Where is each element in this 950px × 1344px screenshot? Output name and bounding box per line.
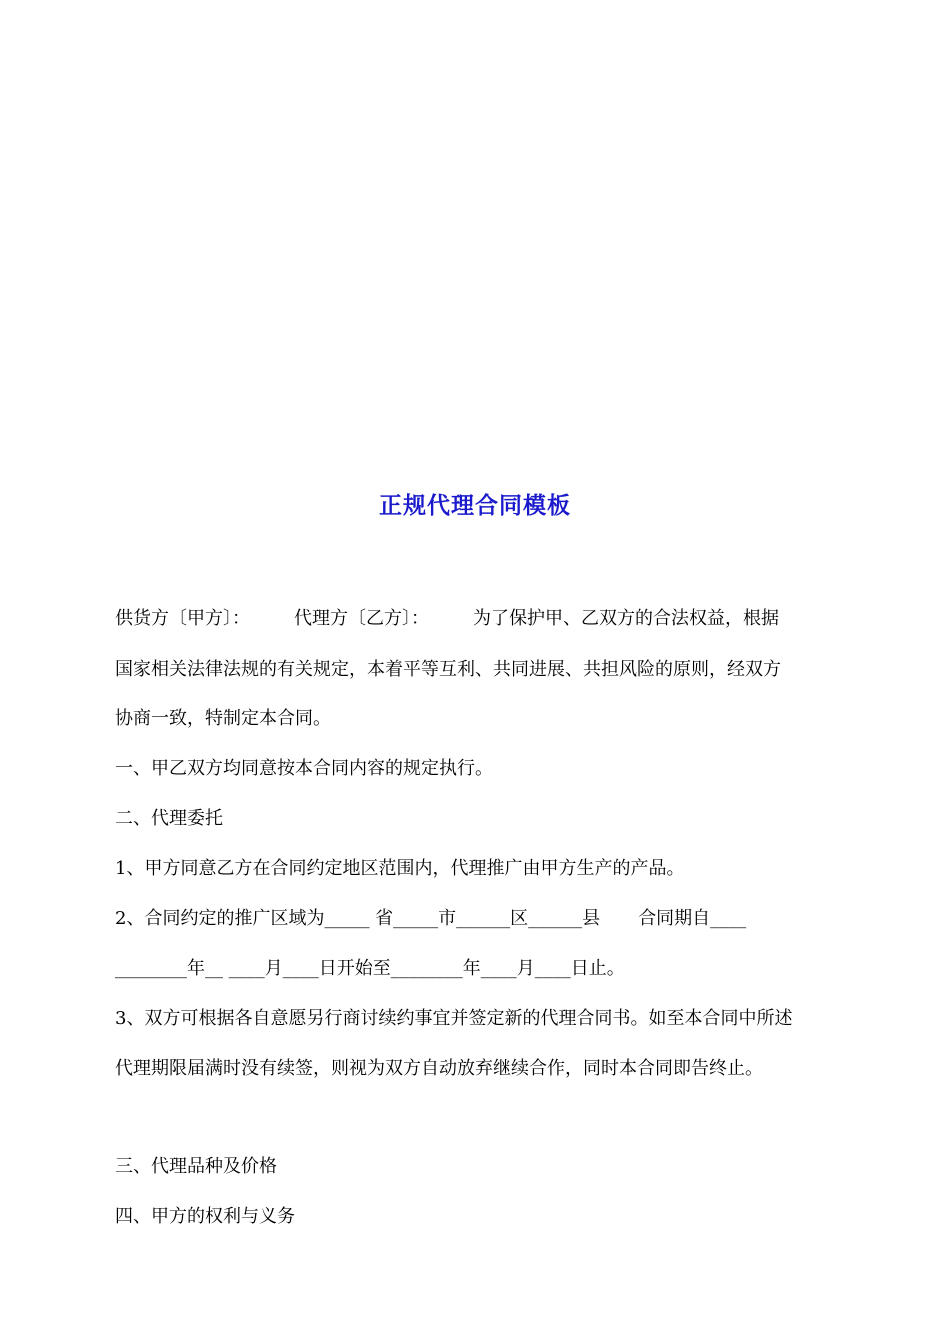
intro-line-2: 国家相关法律法规的有关规定，本着平等互利、共同进展、共担风险的原则，经双方: [115, 659, 781, 680]
clause-2-item-2-line-2: ________年__ ____月____日开始至________年____月____日止。: [115, 958, 625, 979]
clause-2-heading: 二、代理委托: [115, 808, 223, 829]
party-b-label: 代理方〔乙方〕：: [294, 608, 429, 629]
contract-period-start: 合同期自____: [638, 908, 747, 929]
intro-text-start: 为了保护甲、乙双方的合法权益，根据: [473, 608, 779, 629]
intro-line-1: [115, 607, 835, 631]
clause-2-item-3-line-1: 3、双方可根据各自意愿另行商讨续约事宜并签定新的代理合同书。如至本合同中所述: [115, 1008, 793, 1029]
clause-2-item-1: 1、甲方同意乙方在合同约定地区范围内，代理推广由甲方生产的产品。: [115, 858, 685, 879]
clause-4-heading: 四、甲方的权利与义务: [115, 1206, 295, 1227]
clause-2-item-3-line-2: 代理期限届满时没有续签，则视为双方自动放弃继续合作，同时本合同即告终止。: [115, 1058, 763, 1079]
document-title: 正规代理合同模板: [379, 493, 571, 519]
clause-2-item-2-line-1: [115, 907, 835, 931]
clause-1: 一、甲乙双方均同意按本合同内容的规定执行。: [115, 758, 493, 779]
intro-line-3: 协商一致，特制定本合同。: [115, 708, 331, 729]
clause-3-heading: 三、代理品种及价格: [115, 1156, 277, 1177]
party-a-label: 供货方〔甲方〕：: [115, 608, 250, 629]
region-fields: 2、合同约定的推广区域为_____ 省_____市______区______县: [115, 908, 601, 929]
